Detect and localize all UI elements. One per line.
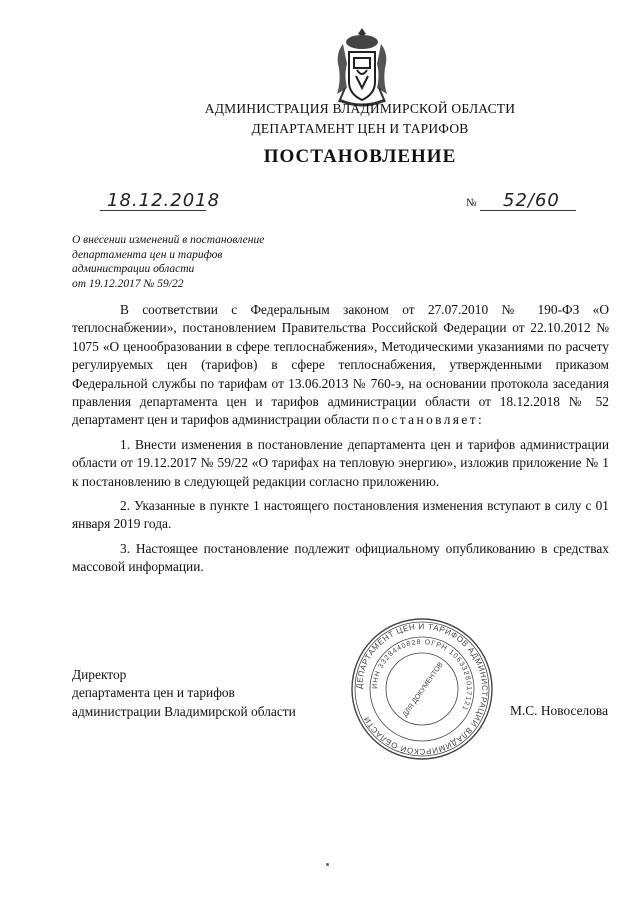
stamp-outer-text: ДЕПАРТАМЕНТ ЦЕН И ТАРИФОВ АДМИНИСТРАЦИИ ВЛАДИМИРСКОЙ ОБЛАСТИ (354, 621, 490, 757)
signatory-line: департамента цен и тарифов (72, 685, 235, 701)
stamp-center-text: ДЛЯ ДОКУМЕНТОВ (401, 661, 445, 719)
scan-speck (326, 863, 329, 866)
signatory-line: Директор (72, 667, 127, 682)
resolves-word: постановляет: (372, 412, 485, 428)
stamp-inner-text: ИНН 3328440828 ОГРН 1063328017121 (371, 638, 473, 712)
document-title: ПОСТАНОВЛЕНИЕ (263, 146, 457, 167)
coat-of-arms-icon (333, 26, 391, 110)
svg-text:ИНН 3328440828 ОГРН 1063328017 (372, 639, 472, 712)
signatory-title (72, 666, 296, 721)
signatory-name: М.С. Новоселова (510, 703, 609, 718)
department-name: ДЕПАРТАМЕНТ ЦЕН И ТАРИФОВ (251, 121, 469, 136)
subject-line: администрации области (72, 263, 195, 276)
paragraph-preamble (72, 301, 609, 430)
number-label: № (466, 197, 477, 209)
official-seal-icon (350, 617, 494, 761)
organization-name: АДМИНИСТРАЦИЯ ВЛАДИМИРСКОЙ ОБЛАСТИ (204, 101, 516, 116)
number-underline (480, 210, 576, 211)
date-underline (100, 210, 206, 211)
paragraph-item-2: 2. Указанные в пункте 1 настоящего постановления изменения вступают в силу с 01 января 2019 года. (72, 498, 609, 532)
paragraph-item-3: 3. Настоящее постановление подлежит официальному опубликованию в средствах массовой информации. (72, 540, 609, 575)
document-number: 52/60 (503, 190, 560, 211)
subject-line: О внесении изменений в постановление (72, 234, 265, 246)
document-date: 18.12.2018 (107, 190, 221, 211)
document-body (72, 301, 609, 583)
signatory-line: администрации Владимирской области (72, 703, 296, 719)
document-subject (72, 233, 312, 291)
paragraph-item-1: 1. Внести изменения в постановление департамента цен и тарифов администрации области от 19.12.2017 № 59/22 «О тарифах на тепловую энергию», изложив приложение № 1 к постановлению в следующей редакции согласно приложению. (72, 436, 609, 489)
subject-line: от 19.12.2017 № 59/22 (72, 277, 184, 290)
preamble-text: В соответствии с Федеральным законом от 27.07.2010 № 190-ФЗ «О теплоснабжении», постановлением Правительства Российской Федерации от 22.10.2012 № 1075 «О ценообразовании в сфере теплоснабжения», Методическими указаниями по расчету регулируемых цен (тарифов) в сфере теплоснабжения, утвержденными приказом Федеральной службы по тарифам от 13.06.2013 № 760-э, на основании протокола заседания правления департамента цен и тарифов администрации области от 18.12.2018 № 52 департамент цен и тарифов администрации области (72, 302, 609, 428)
subject-line: департамента цен и тарифов (72, 248, 223, 261)
